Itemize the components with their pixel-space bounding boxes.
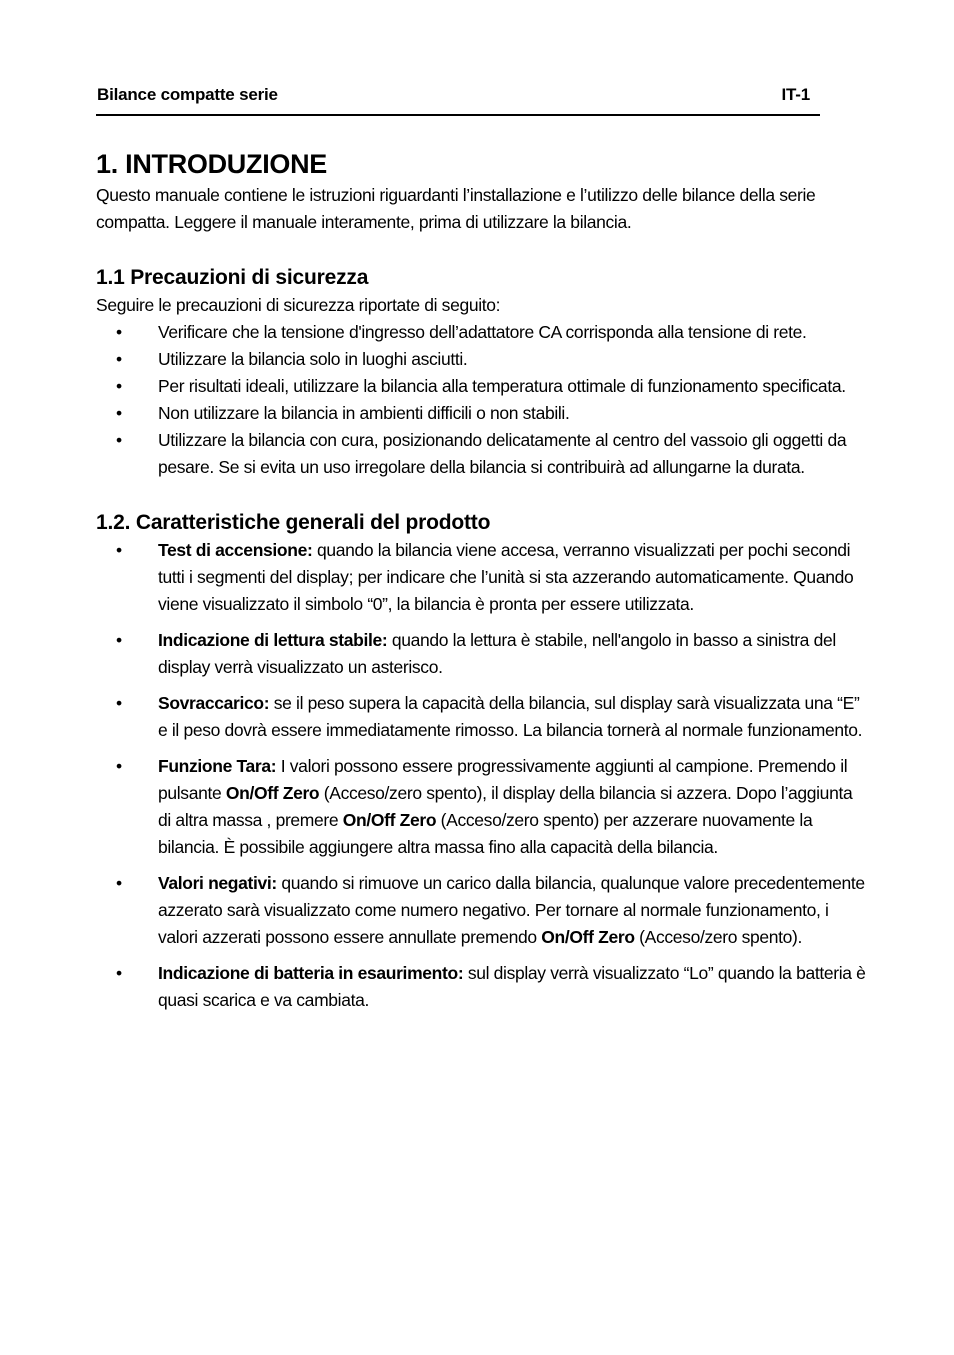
feature-text: sul display verrà visualizzato “Lo” quando la batteria è quasi scarica e va cambiata.	[158, 963, 866, 1010]
button-name-on-off-zero: On/Off Zero	[342, 810, 437, 830]
bullet-icon: •	[116, 630, 122, 650]
feature-label: Test di accensione:	[158, 540, 313, 560]
list-item-text: Utilizzare la bilancia solo in luoghi asciutti.	[158, 349, 468, 369]
list-item	[96, 427, 866, 481]
precauzioni-list	[96, 319, 866, 481]
feature-label: Indicazione di lettura stabile:	[158, 630, 388, 650]
feature-item-sovraccarico	[96, 690, 866, 744]
list-item-text: Utilizzare la bilancia con cura, posizionando delicatamente al centro del vassoio gli oggetti da pesare. Se si evita un uso irregolare della bilancia si contribuirà ad allungarne la durata.	[158, 430, 847, 477]
bullet-icon: •	[116, 873, 122, 893]
button-name-on-off-zero: On/Off Zero	[225, 783, 320, 803]
feature-label: Valori negativi:	[158, 873, 277, 893]
bullet-icon: •	[116, 540, 122, 560]
feature-label: Indicazione di batteria in esaurimento:	[158, 963, 464, 983]
feature-item-test-accensione	[96, 537, 866, 618]
list-item-text: Per risultati ideali, utilizzare la bilancia alla temperatura ottimale di funzionamento specificata.	[158, 376, 846, 396]
bullet-icon: •	[116, 756, 122, 776]
header-page-number: IT-1	[781, 85, 810, 104]
button-name-on-off-zero: On/Off Zero	[541, 927, 635, 947]
bullet-icon: •	[116, 430, 122, 450]
bullet-icon: •	[116, 963, 122, 983]
feature-text: se il peso supera la capacità della bilancia, sul display sarà visualizzata una “E” e il peso dovrà essere immediatamente rimosso. La bilancia tornerà al normale funzionamento.	[158, 693, 863, 740]
feature-text: (Acceso/zero spento) per azzerare nuovamente la bilancia. È possibile aggiungere altra massa fino alla capacità della bilancia.	[158, 810, 813, 857]
feature-item-batteria-esaurimento	[96, 960, 866, 1014]
list-item-text: Verificare che la tensione d'ingresso dell’adattatore CA corrisponda alla tensione di rete.	[158, 322, 807, 342]
feature-item-valori-negativi	[96, 870, 866, 951]
feature-item-lettura-stabile	[96, 627, 866, 681]
feature-text: (Acceso/zero spento), il display della bilancia si azzera. Dopo l’aggiunta di altra massa , premere	[158, 783, 853, 830]
page-header	[96, 84, 820, 116]
bullet-icon: •	[116, 322, 122, 342]
list-item	[96, 319, 866, 346]
list-item	[96, 373, 866, 400]
section-title-caratteristiche: 1.2. Caratteristiche generali del prodotto	[96, 511, 491, 534]
feature-item-funzione-tara	[96, 753, 866, 861]
feature-label: Sovraccarico:	[158, 693, 270, 713]
feature-text: (Acceso/zero spento).	[634, 927, 803, 947]
header-manual-title: Bilance compatte serie	[97, 85, 278, 104]
section-title-introduzione: 1. INTRODUZIONE	[96, 149, 328, 179]
section-title-precauzioni: 1.1 Precauzioni di sicurezza	[96, 266, 369, 289]
list-item	[96, 346, 866, 373]
feature-text: I valori possono essere progressivamente aggiunti al campione. Premendo il pulsante	[158, 756, 848, 803]
intro-paragraph: Questo manuale contiene le istruzioni riguardanti l’installazione e l’utilizzo delle bilance della serie compatta. Leggere il manuale interamente, prima di utilizzare la bilancia.	[96, 185, 816, 232]
bullet-icon: •	[116, 376, 122, 396]
caratteristiche-list	[96, 537, 866, 1014]
feature-text: quando la bilancia viene accesa, verranno visualizzati per pochi secondi tutti i segmenti del display; per indicare che l’unità si sta azzerando automaticamente. Quando viene visualizzato il simbolo “0”, la bilancia è pronta per essere utilizzata.	[158, 540, 854, 614]
list-item	[96, 400, 866, 427]
page-content	[96, 146, 866, 1014]
bullet-icon: •	[116, 693, 122, 713]
feature-text: quando la lettura è stabile, nell'angolo in basso a sinistra del display verrà visualizzato un asterisco.	[158, 630, 836, 677]
bullet-icon: •	[116, 349, 122, 369]
feature-label: Funzione Tara:	[158, 756, 277, 776]
list-item-text: Non utilizzare la bilancia in ambienti difficili o non stabili.	[158, 403, 570, 423]
feature-text: quando si rimuove un carico dalla bilancia, qualunque valore precedentemente azzerato sarà visualizzato come numero negativo. Per tornare al normale funzionamento, i valori azzerati possono essere annullate premendo	[158, 873, 865, 947]
precauzioni-lead: Seguire le precauzioni di sicurezza riportate di seguito:	[96, 295, 501, 315]
bullet-icon: •	[116, 403, 122, 423]
